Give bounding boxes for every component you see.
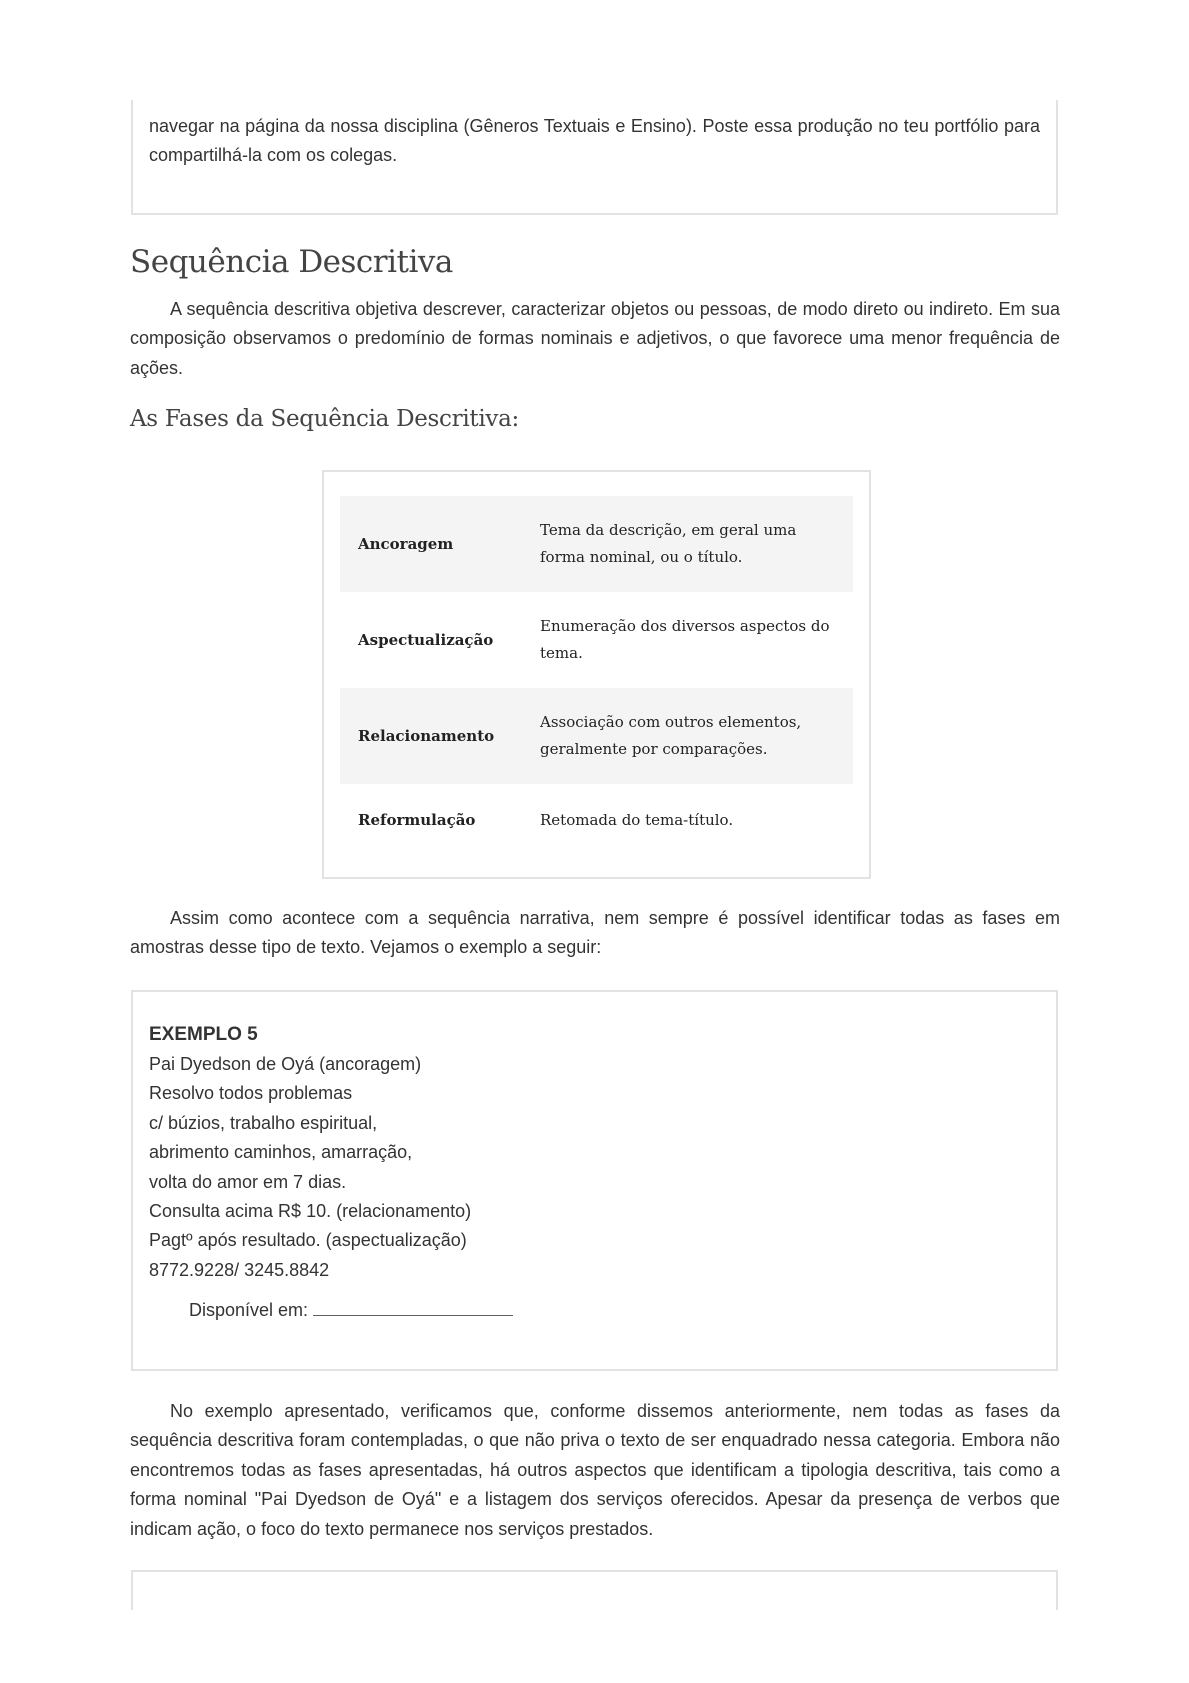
example-line: Pagtº após resultado. (aspectualização)	[149, 1230, 467, 1251]
phase-name: Aspectualização	[358, 630, 494, 649]
section-title: Sequência Descritiva	[130, 244, 453, 280]
table-row	[340, 592, 853, 688]
example-line: Resolvo todos problemas	[149, 1083, 353, 1104]
phase-description: Associação com outros elementos, geralmente por comparações.	[522, 688, 853, 784]
example-title: EXEMPLO 5	[149, 1024, 258, 1045]
phase-description: Tema da descrição, em geral uma forma nominal, ou o título.	[522, 496, 853, 592]
example-box	[131, 990, 1058, 1371]
source-label: Disponível em:	[189, 1300, 309, 1321]
paragraph: No exemplo apresentado, verificamos que, conforme dissemos anteriormente, nem todas as fases da sequência descritiva foram contempladas, o que não priva o texto de ser enquadrado nessa categoria. Embora não encontremos todas as fases apresentadas, há outros aspectos que identificam a tipologia descritiva, tais como a forma nominal "Pai Dyedson de Oyá" e a listagem dos serviços oferecidos. Apesar da presença de verbos que indicam ação, o foco do texto permanece nos serviços prestados.	[130, 1401, 1060, 1539]
table-row	[340, 688, 853, 784]
example-line: 8772.9228/ 3245.8842	[149, 1259, 330, 1280]
next-box	[131, 1570, 1058, 1610]
phase-description: Retomada do tema-título.	[540, 810, 734, 829]
phase-name: Reformulação	[358, 810, 476, 829]
intro-box	[131, 100, 1058, 215]
example-line: volta do amor em 7 dias.	[149, 1171, 347, 1192]
source-link[interactable]	[313, 1297, 513, 1316]
example-line: abrimento caminhos, amarração,	[149, 1142, 413, 1163]
phase-name: Relacionamento	[340, 688, 522, 784]
source-line	[149, 1297, 1040, 1321]
phases-table	[340, 496, 853, 856]
phase-name: Ancoragem	[340, 496, 522, 592]
example-line: c/ búzios, trabalho espiritual,	[149, 1112, 378, 1133]
paragraph: A sequência descritiva objetiva descrever, caracterizar objetos ou pessoas, de modo direto ou indireto. Em sua composição observamos o predomínio de formas nominais e adjetivos, o que favorece uma menor frequência de ações.	[130, 299, 1060, 378]
phases-table-box	[322, 470, 871, 879]
table-row	[340, 496, 853, 592]
subsection-title: As Fases da Sequência Descritiva:	[130, 406, 519, 432]
intro-text: navegar na página da nossa disciplina (Gêneros Textuais e Ensino). Poste essa produção no teu portfólio para compartilhá-la com os colegas.	[149, 116, 1040, 166]
paragraph: Assim como acontece com a sequência narrativa, nem sempre é possível identificar todas as fases em amostras desse tipo de texto. Vejamos o exemplo a seguir:	[130, 908, 1060, 958]
example-line: Consulta acima R$ 10. (relacionamento)	[149, 1201, 472, 1222]
phase-description: Enumeração dos diversos aspectos do tema.	[540, 617, 830, 662]
example-line: Pai Dyedson de Oyá (ancoragem)	[149, 1054, 422, 1074]
table-row	[340, 784, 853, 856]
